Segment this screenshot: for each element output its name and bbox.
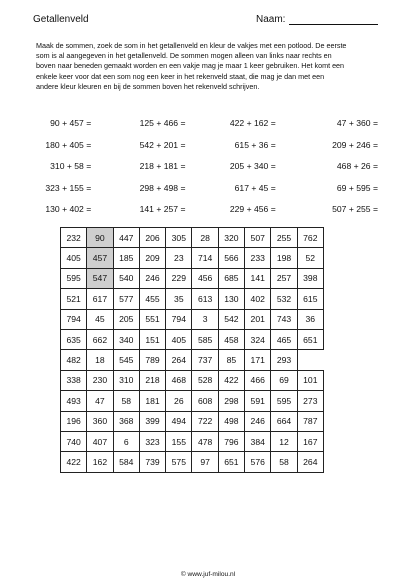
grid-cell[interactable]: 507 [245, 228, 271, 248]
grid-cell[interactable]: 584 [113, 452, 139, 472]
sum-item: 229 + 456 = [229, 204, 276, 215]
grid-cell[interactable]: 233 [245, 248, 271, 268]
grid-cell[interactable]: 613 [192, 289, 218, 309]
grid-cell[interactable]: 181 [139, 391, 165, 411]
grid-cell[interactable]: 651 [218, 452, 244, 472]
grid-cell[interactable]: 545 [113, 350, 139, 370]
name-field[interactable] [256, 14, 378, 25]
grid-cell[interactable]: 26 [166, 391, 192, 411]
grid-cell[interactable]: 28 [192, 228, 218, 248]
grid-cell[interactable]: 498 [218, 411, 244, 431]
grid-cell[interactable]: 737 [192, 350, 218, 370]
grid-cell[interactable]: 787 [297, 411, 323, 431]
grid-cell[interactable]: 493 [61, 391, 87, 411]
grid-cell[interactable]: 532 [271, 289, 297, 309]
grid-cell[interactable]: 323 [139, 431, 165, 451]
grid-cell[interactable]: 340 [113, 329, 139, 349]
grid-cell[interactable]: 422 [61, 452, 87, 472]
grid-cell[interactable]: 540 [113, 268, 139, 288]
grid-cell[interactable]: 577 [113, 289, 139, 309]
grid-cell[interactable]: 794 [166, 309, 192, 329]
grid-cell[interactable]: 232 [61, 228, 87, 248]
grid-cell[interactable]: 521 [61, 289, 87, 309]
sum-item: 209 + 246 = [332, 139, 378, 150]
grid-cell[interactable]: 229 [166, 268, 192, 288]
grid-cell[interactable]: 162 [87, 452, 113, 472]
grid-cell[interactable]: 566 [218, 248, 244, 268]
grid-cell[interactable]: 97 [192, 452, 218, 472]
grid-cell[interactable]: 617 [87, 289, 113, 309]
grid-cell[interactable]: 12 [271, 431, 297, 451]
grid-cell[interactable]: 551 [139, 309, 165, 329]
grid-cell[interactable]: 662 [87, 329, 113, 349]
grid-row [61, 248, 324, 268]
sum-item: 141 + 257 = [139, 204, 186, 215]
grid-cell[interactable]: 547 [87, 268, 113, 288]
grid-cell[interactable]: 635 [61, 329, 87, 349]
grid-cell[interactable]: 101 [297, 370, 323, 390]
grid-cell[interactable]: 585 [192, 329, 218, 349]
sum-item: 542 + 201 = [139, 139, 186, 150]
grid-cell[interactable]: 141 [245, 268, 271, 288]
number-grid [60, 227, 324, 473]
instruction-line: som is al aangegeven in het getallenveld. De sommen mogen alleen van links naar rechts en [36, 51, 332, 61]
grid-cell[interactable]: 305 [166, 228, 192, 248]
instructions [36, 41, 386, 92]
grid-cell[interactable]: 6 [113, 431, 139, 451]
grid-cell[interactable]: 218 [139, 370, 165, 390]
sum-item: 130 + 402 = [45, 204, 92, 215]
grid-cell[interactable]: 384 [245, 431, 271, 451]
grid-cell[interactable]: 399 [139, 411, 165, 431]
grid-cell[interactable]: 209 [139, 248, 165, 268]
name-line[interactable] [289, 14, 378, 25]
grid-cell[interactable]: 608 [192, 391, 218, 411]
grid-cell[interactable]: 52 [297, 248, 323, 268]
grid-row [61, 431, 324, 451]
grid-cell[interactable]: 455 [139, 289, 165, 309]
grid-cell[interactable]: 23 [166, 248, 192, 268]
grid-cell[interactable]: 324 [245, 329, 271, 349]
grid-cell[interactable]: 298 [218, 391, 244, 411]
grid-cell[interactable]: 171 [245, 350, 271, 370]
grid-cell[interactable]: 595 [61, 268, 87, 288]
grid-cell[interactable]: 45 [87, 309, 113, 329]
grid-cell[interactable]: 3 [192, 309, 218, 329]
grid-cell[interactable]: 405 [61, 248, 87, 268]
grid-cell[interactable]: 206 [139, 228, 165, 248]
grid-cell[interactable]: 402 [245, 289, 271, 309]
sum-item: 47 + 360 = [336, 118, 378, 128]
grid-cell[interactable]: 155 [166, 431, 192, 451]
grid-row [61, 370, 324, 390]
grid-cell[interactable]: 90 [87, 228, 113, 248]
grid-row [61, 329, 324, 349]
grid-cell[interactable]: 407 [87, 431, 113, 451]
grid-cell[interactable]: 205 [113, 309, 139, 329]
sum-item: 507 + 255 = [332, 204, 378, 215]
grid-cell[interactable]: 368 [113, 411, 139, 431]
grid-cell[interactable]: 664 [271, 411, 297, 431]
grid-cell[interactable]: 85 [218, 350, 244, 370]
grid-cell[interactable]: 293 [271, 350, 297, 370]
grid-cell[interactable]: 740 [61, 431, 87, 451]
grid-cell[interactable]: 685 [218, 268, 244, 288]
grid-cell[interactable]: 478 [192, 431, 218, 451]
grid-cell[interactable]: 246 [139, 268, 165, 288]
grid-cell[interactable]: 542 [218, 309, 244, 329]
grid-cell[interactable]: 264 [166, 350, 192, 370]
worksheet-title: Getallenveld [33, 14, 89, 25]
sum-item: 617 + 45 = [234, 182, 276, 193]
grid-row [61, 350, 324, 370]
sum-item: 298 + 498 = [139, 182, 186, 193]
grid-cell[interactable]: 130 [218, 289, 244, 309]
sum-item: 218 + 181 = [139, 161, 186, 172]
grid-cell[interactable]: 185 [113, 248, 139, 268]
grid-cell[interactable]: 615 [297, 289, 323, 309]
grid-row [61, 289, 324, 309]
instruction-line: boven naar beneden gemaakt worden en een vakje mag je maar 1 keer gebruiken. Het komt een [36, 61, 345, 71]
sum-item: 125 + 466 = [139, 118, 186, 128]
grid-cell[interactable]: 18 [87, 350, 113, 370]
sum-item: 468 + 26 = [336, 161, 378, 172]
grid-cell[interactable]: 494 [166, 411, 192, 431]
grid-cell[interactable]: 196 [61, 411, 87, 431]
grid-cell[interactable]: 468 [166, 370, 192, 390]
grid-cell[interactable]: 230 [87, 370, 113, 390]
grid-cell[interactable]: 762 [297, 228, 323, 248]
instruction-line: Maak de sommen, zoek de som in het getallenveld en kleur de vakjes met een potlood. De eerste [36, 41, 347, 50]
grid-cell[interactable]: 422 [218, 370, 244, 390]
grid-cell[interactable]: 457 [87, 248, 113, 268]
sums-list [33, 118, 378, 214]
grid-cell[interactable]: 739 [139, 452, 165, 472]
sum-item: 323 + 155 = [45, 182, 92, 193]
sum-item: 90 + 457 = [50, 118, 92, 128]
grid-cell[interactable]: 360 [87, 411, 113, 431]
grid-cell[interactable]: 465 [271, 329, 297, 349]
grid-cell[interactable]: 528 [192, 370, 218, 390]
grid-cell[interactable]: 320 [218, 228, 244, 248]
grid-cell[interactable]: 69 [271, 370, 297, 390]
grid-cell[interactable]: 264 [297, 452, 323, 472]
grid-cell[interactable]: 405 [166, 329, 192, 349]
grid-cell[interactable]: 466 [245, 370, 271, 390]
grid-cell[interactable]: 198 [271, 248, 297, 268]
grid-row [61, 452, 324, 472]
grid-cell[interactable]: 201 [245, 309, 271, 329]
footer-credit: © www.juf-milou.nl [180, 571, 236, 578]
grid-cell[interactable]: 47 [87, 391, 113, 411]
grid-cell[interactable]: 575 [166, 452, 192, 472]
grid-cell[interactable]: 246 [245, 411, 271, 431]
grid-cell[interactable]: 591 [245, 391, 271, 411]
grid-cell[interactable]: 743 [271, 309, 297, 329]
grid-cell[interactable]: 796 [218, 431, 244, 451]
grid-row [61, 411, 324, 431]
grid-cell[interactable]: 456 [192, 268, 218, 288]
grid-cell[interactable]: 151 [139, 329, 165, 349]
grid-cell[interactable]: 58 [271, 452, 297, 472]
name-label: Naam: [256, 14, 286, 25]
grid-cell[interactable]: 257 [271, 268, 297, 288]
grid-cell[interactable]: 714 [192, 248, 218, 268]
instruction-line: andere kleur kleuren en bij de sommen boven het rekenveld schrijven. [36, 81, 260, 91]
grid-cell[interactable]: 255 [271, 228, 297, 248]
sum-item: 422 + 162 = [229, 118, 276, 128]
grid-cell[interactable]: 338 [61, 370, 87, 390]
grid-cell[interactable]: 576 [245, 452, 271, 472]
grid-cell[interactable]: 36 [297, 309, 323, 329]
grid-cell[interactable]: 595 [271, 391, 297, 411]
grid-row [61, 391, 324, 411]
grid-cell[interactable]: 789 [139, 350, 165, 370]
grid-row [61, 309, 324, 329]
sum-item: 180 + 405 = [45, 139, 92, 150]
grid-cell[interactable]: 458 [218, 329, 244, 349]
grid-cell[interactable]: 722 [192, 411, 218, 431]
grid-cell[interactable]: 794 [61, 309, 87, 329]
grid-cell[interactable]: 447 [113, 228, 139, 248]
grid-cell[interactable]: 310 [113, 370, 139, 390]
grid-cell[interactable]: 482 [61, 350, 87, 370]
sum-item: 69 + 595 = [336, 182, 378, 193]
grid-cell[interactable]: 58 [113, 391, 139, 411]
grid-cell[interactable]: 398 [297, 268, 323, 288]
instruction-line: enkele keer voor dat een som nog een keer in het rekenveld staat, die mag je dan met een [36, 71, 325, 81]
sum-item: 615 + 36 = [234, 139, 276, 150]
grid-cell[interactable]: 273 [297, 391, 323, 411]
grid-row [61, 268, 324, 288]
grid-cell[interactable]: 35 [166, 289, 192, 309]
grid-row [61, 228, 324, 248]
grid-cell[interactable]: 167 [297, 431, 323, 451]
grid-cell[interactable]: 651 [297, 329, 323, 349]
sum-item: 205 + 340 = [229, 161, 276, 172]
sum-item: 310 + 58 = [50, 161, 92, 172]
